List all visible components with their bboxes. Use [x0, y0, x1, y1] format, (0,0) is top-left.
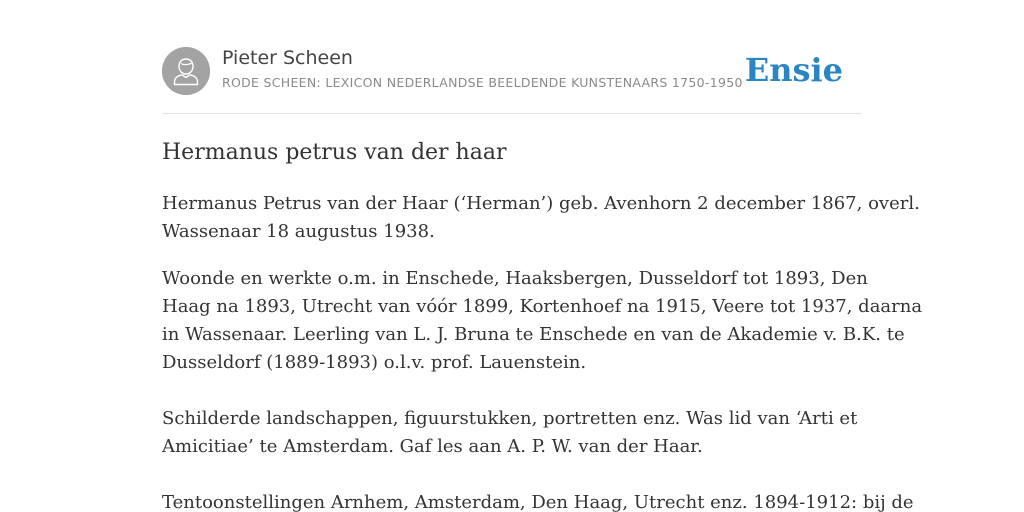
line-break	[162, 461, 862, 489]
author-name[interactable]: Pieter Scheen	[222, 47, 353, 69]
text-line: in Wassenaar. Leerling van L. J. Bruna te Enschede en van de Akademie v. B.K. te	[162, 324, 905, 345]
user-avatar-icon[interactable]	[162, 47, 210, 95]
text-line: Tentoonstellingen Arnhem, Amsterdam, Den Haag, Utrecht enz. 1894-1912: bij de	[162, 492, 914, 512]
line-break	[162, 377, 862, 405]
text-line: Amicitiae’ te Amsterdam. Gaf les aan A. P. W. van der Haar.	[162, 436, 703, 457]
text-line: Wassenaar 18 augustus 1938.	[162, 221, 435, 242]
text-line: Schilderde landschappen, figuurstukken, portretten enz. Was lid van ‘Arti et	[162, 408, 858, 429]
article-page	[162, 0, 923, 512]
ensie-logo[interactable]: Ensie	[744, 51, 843, 89]
paragraph-biography	[162, 265, 923, 512]
article-title: Hermanus petrus van der haar	[162, 140, 507, 165]
text-line: Dusseldorf (1889-1893) o.l.v. prof. Lauenstein.	[162, 352, 587, 373]
text-line: Woonde en werkte o.m. in Enschede, Haaksbergen, Dusseldorf tot 1893, Den	[162, 268, 868, 289]
author-header	[162, 47, 862, 114]
text-line: Haag na 1893, Utrecht van vóór 1899, Kortenhoef na 1915, Veere tot 1937, daarna	[162, 296, 923, 317]
paragraph-birth-death	[162, 190, 920, 246]
article-body	[162, 190, 923, 512]
user-silhouette-icon	[162, 47, 210, 95]
text-line: Hermanus Petrus van der Haar (‘Herman’) geb. Avenhorn 2 december 1867, overl.	[162, 193, 920, 214]
source-title[interactable]: RODE SCHEEN: LEXICON NEDERLANDSE BEELDENDE KUNSTENAARS 1750-1950	[222, 75, 743, 90]
